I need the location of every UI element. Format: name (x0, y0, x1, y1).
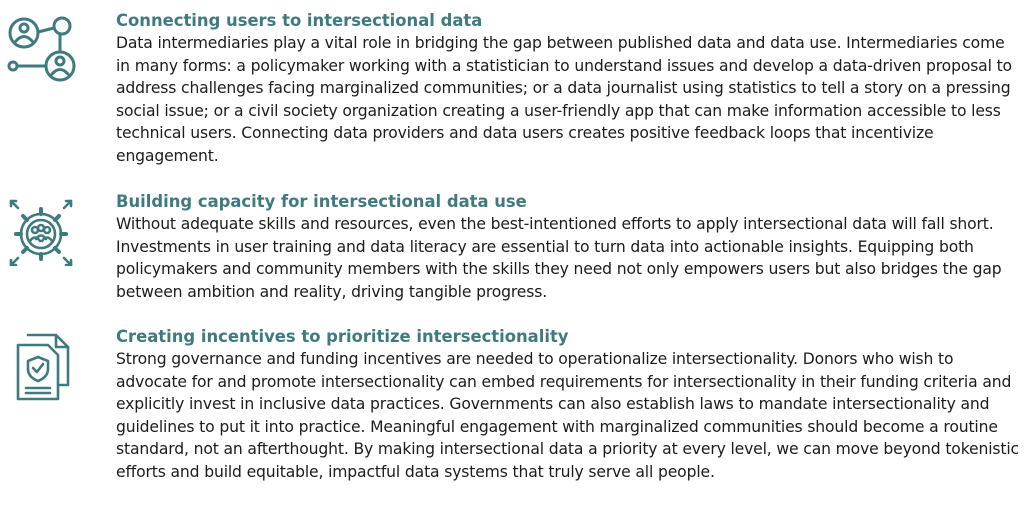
section-heading: Building capacity for intersectional data use (116, 192, 527, 211)
section-heading: Creating incentives to prioritize intersectionality (116, 327, 569, 346)
governance-document-shield-icon (6, 331, 76, 401)
section-body: Data intermediaries play a vital role in bridging the gap between published data and data use. Intermediaries come in many forms: a policymaker working with a statistician to understand issues and develop a data-driven proposal to address challenges facing marginalized communities; or a data journalist using statistics to tell a story on a pressing social issue; or a civil society organization creating a user-friendly app that can make information accessible to less technical users. Connecting data providers and data users creates positive feedback loops that incentivize engagement. (116, 34, 1012, 165)
section-body: Strong governance and funding incentives are needed to operationalize intersectionality. Donors who wish to advocate for and promote intersectionality can embed requirements for intersectionality in their funding criteria and explicitly invest in inclusive data practices. Governments can also establish laws to mandate intersectionality and guidelines to put it into practice. Meaningful engagement with marginalized communities should become a routine standard, not an afterthought. By making intersectional data a priority at every level, we can move beyond tokenistic efforts and build equitable, impactful data systems that truly serve all people. (116, 350, 1019, 481)
connected-users-icon (6, 14, 76, 84)
capacity-gear-group-icon (6, 196, 76, 266)
section-text (116, 10, 1021, 167)
section-text (116, 191, 1021, 303)
section-body: Without adequate skills and resources, even the best-intentioned efforts to apply intersectional data will fall short. Investments in user training and data literacy are essential to turn data into actionable insights. Equipping both policymakers and community members with the skills they need not only empowers users but also bridges the gap between ambition and reality, driving tangible progress. (116, 215, 1002, 301)
section-heading: Connecting users to intersectional data (116, 11, 483, 30)
section-text (116, 326, 1021, 483)
